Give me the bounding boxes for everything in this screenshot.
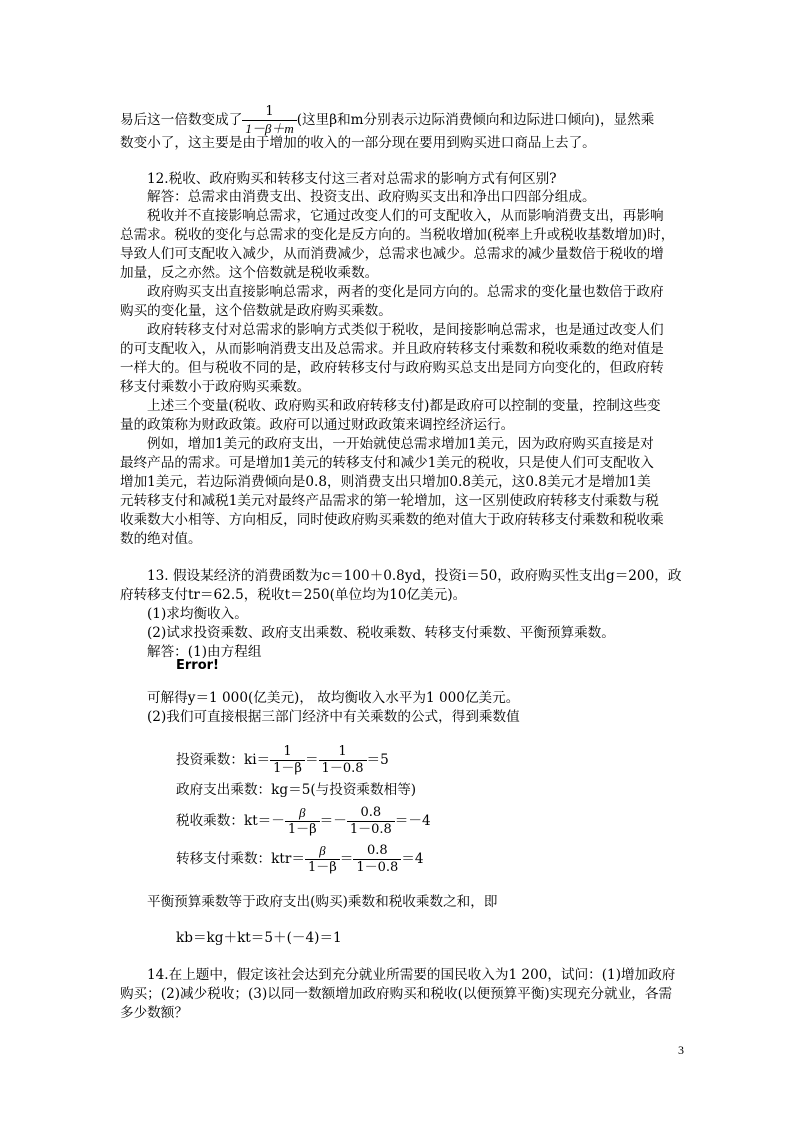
transfer-multiplier-formula (176, 843, 424, 876)
equals-sign: ＝ (304, 752, 319, 768)
fraction-numerator: 1 (338, 744, 347, 759)
q12-answer: 解答：总需求由消费支出、投资支出、政府购买支出和净出口四部分组成。 (147, 189, 596, 205)
q12-para-line: 例如，增加1美元的政府支出，一开始就使总需求增加1美元，因为政府购买直接是对 (147, 436, 654, 452)
q14-line-3: 多少数额？ (120, 1005, 188, 1021)
fraction-numerator: 0.8 (360, 805, 382, 820)
q12-para-line: 量的政策称为财政政策。政府可以通过财政政策来调控经济运行。 (120, 417, 515, 433)
intro-line-1 (120, 104, 654, 137)
q12-title: 12.税收、政府购买和转移支付这三者对总需求的影响方式有何区别? (147, 171, 557, 187)
tax-multiplier-formula (176, 805, 431, 838)
equals-sign: ＝ (339, 851, 354, 867)
fraction (319, 744, 367, 777)
fraction-numerator: 1 (265, 104, 274, 119)
fraction-numerator: 0.8 (366, 843, 388, 858)
fraction-multiplier (242, 104, 296, 137)
formula-label: 税收乘数：kt＝－ (176, 813, 285, 829)
q12-para-line: 最终产品的需求。可是增加1美元的转移支付和减少1美元的税收，只是使人们可支配收入 (120, 455, 654, 471)
q12-para-line: 税收并不直接影响总需求，它通过改变人们的可支配收入，从而影响消费支出，再影响 (147, 208, 664, 224)
fraction-denominator: 1－β＋m (242, 120, 296, 137)
fraction-numerator: β (319, 843, 326, 858)
q12-para-line: 上述三个变量(税收、政府购买和政府转移支付)都是政府可以控制的变量，控制这些变 (147, 398, 661, 414)
intro-text-b: (这里β和m分别表示边际消费倾向和边际进口倾向)，显然乘 (296, 112, 655, 128)
intro-text-a: 易后这一倍数变成了 (120, 112, 243, 128)
investment-multiplier-formula (176, 744, 389, 777)
q12-para-line: 总需求。税收的变化与总需求的变化是反方向的。当税收增加(税率上升或税收基数增加)时， (120, 227, 675, 243)
q13-line-2: 府转移支付tr＝62.5，税收t＝250(单位均为10亿美元)。 (120, 587, 467, 603)
q13-line-7: (2)我们可直接根据三部门经济中有关乘数的公式，得到乘数值 (147, 709, 520, 725)
fraction-denominator: 1－β (270, 760, 305, 777)
q13-line-4: (2)试求投资乘数、政府支出乘数、税收乘数、转移支付乘数、平衡预算乘数。 (147, 625, 615, 641)
q12-para-line: 增加1美元，若边际消费倾向是0.8，则消费支出只增加0.8美元，这0.8美元才是增加1美 (120, 474, 651, 490)
fraction-denominator: 1－0.8 (319, 760, 367, 777)
q12-para-line: 数的绝对值。 (120, 531, 202, 547)
fraction (270, 744, 305, 777)
formula-label: 投资乘数：ki＝ (176, 752, 271, 768)
q12-para-line: 元转移支付和减税1美元对最终产品需求的第一轮增加，这一区别使政府转移支付乘数与税 (120, 493, 659, 509)
formula-result: ＝－4 (394, 813, 431, 829)
fraction (347, 805, 395, 838)
fraction-denominator: 1－0.8 (347, 821, 395, 838)
q12-para-line: 一样大的。但与税收不同的是，政府转移支付与政府购买总支出是同方向变化的，但政府转 (120, 360, 664, 376)
balanced-budget-multiplier: kb＝kg＋kt＝5＋(－4)＝1 (176, 930, 342, 946)
fraction-denominator: 1－β (285, 821, 320, 838)
fraction-denominator: 1－β (305, 859, 340, 876)
q12-para-line: 加量，反之亦然。这个倍数就是税收乘数。 (120, 265, 379, 281)
equals-sign: ＝－ (319, 813, 347, 829)
q13-line-8: 平衡预算乘数等于政府支出(购买)乘数和税收乘数之和，即 (147, 894, 498, 910)
q13-line-6: 可解得y＝1 000(亿美元)， 故均衡收入水平为1 000亿美元。 (147, 690, 520, 706)
fraction (305, 843, 340, 876)
q14-line-2: 购买；(2)减少税收；(3)以同一数额增加政府购买和税收(以便预算平衡)实现充分就业，各需 (120, 986, 673, 1002)
q12-para-line: 收乘数大小相等、方向相反，同时使政府购买乘数的绝对值大于政府转移支付乘数和税收乘 (120, 512, 664, 528)
fraction-denominator: 1－0.8 (353, 859, 401, 876)
equation-error-placeholder: Error! (176, 658, 219, 673)
fraction (285, 805, 320, 838)
q12-para-line: 导致人们可支配收入减少，从而消费减少，总需求也减少。总需求的减少量数倍于税收的增 (120, 246, 664, 262)
q12-para-line: 政府转移支付对总需求的影响方式类似于税收，是间接影响总需求，也是通过改变人们 (147, 322, 664, 338)
q12-para-line: 购买的变化量，这个倍数就是政府购买乘数。 (120, 303, 392, 319)
q13-line-5: 解答：(1)由方程组 (147, 644, 262, 660)
q14-line-1: 14.在上题中，假定该社会达到充分就业所需要的国民收入为1 200，试问：(1)增加政府 (147, 967, 676, 983)
fraction (353, 843, 401, 876)
intro-line-2: 数变小了，这主要是由于增加的收入的一部分现在要用到购买进口商品上去了。 (120, 135, 596, 151)
q13-line-1: 13. 假设某经济的消费函数为c＝100＋0.8yd，投资i＝50，政府购买性支出g＝200，政 (147, 568, 682, 584)
q12-para-line: 的可支配收入，从而影响消费支出及总需求。并且政府转移支付乘数和税收乘数的绝对值是 (120, 341, 664, 357)
government-spending-multiplier: 政府支出乘数：kg＝5(与投资乘数相等) (176, 782, 417, 798)
fraction-numerator: 1 (283, 744, 292, 759)
formula-label: 转移支付乘数：ktr＝ (176, 851, 305, 867)
q12-para-line: 移支付乘数小于政府购买乘数。 (120, 379, 311, 395)
q13-line-3: (1)求均衡收入。 (147, 606, 248, 622)
fraction-numerator: β (299, 805, 306, 820)
q12-para-line: 政府购买支出直接影响总需求，两者的变化是同方向的。总需求的变化量也数倍于政府 (147, 284, 664, 300)
formula-result: ＝4 (401, 851, 424, 867)
formula-result: ＝5 (366, 752, 389, 768)
page-number: 3 (678, 1043, 684, 1057)
